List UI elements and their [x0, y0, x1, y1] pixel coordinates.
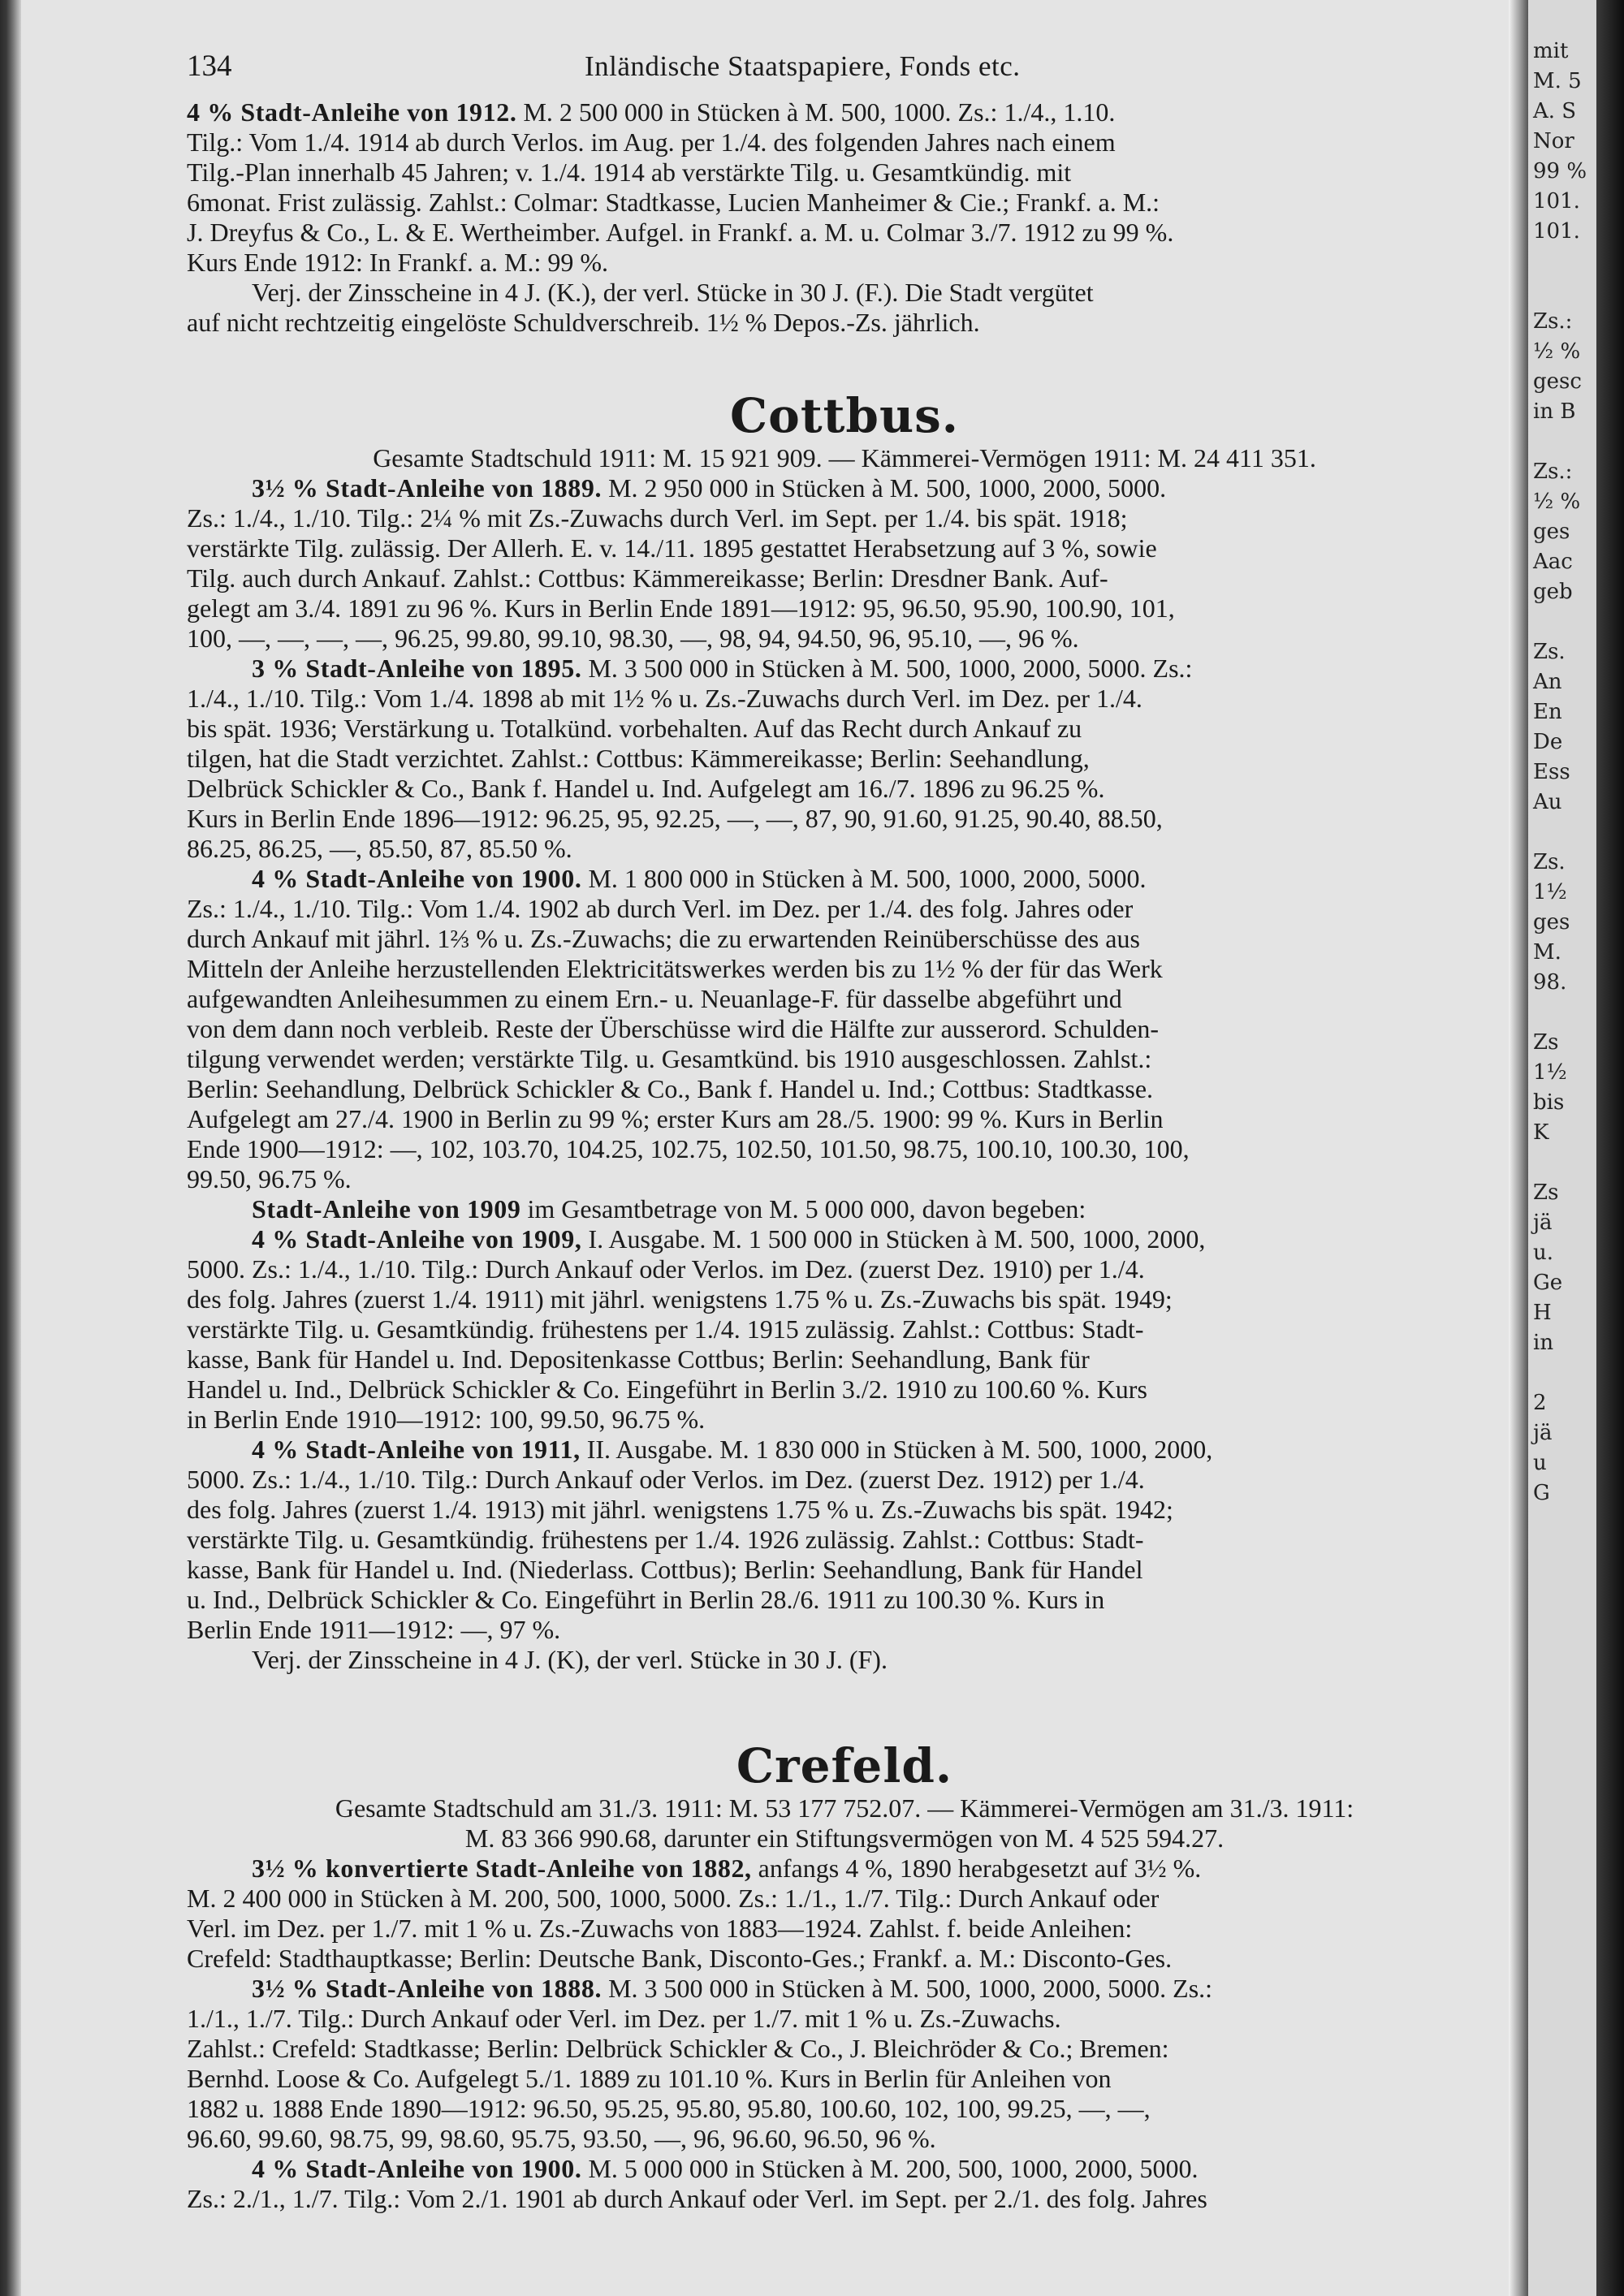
text-line — [187, 834, 1502, 864]
adjacent-text-fragment: jä — [1533, 1211, 1553, 1235]
text-line — [187, 1974, 1502, 2004]
adjacent-text-fragment: 101. — [1533, 189, 1580, 214]
line-text: Delbrück Schickler & Co., Bank f. Handel u. Ind. Aufgelegt am 16./7. 1896 zu 96.25 %. — [187, 774, 1105, 803]
text-line — [187, 714, 1502, 744]
line-text: Kurs in Berlin Ende 1896—1912: 96.25, 95, 92.25, —, —, 87, 90, 91.60, 91.25, 90.40, 88.50, — [187, 804, 1163, 833]
page-number: 134 — [187, 50, 232, 83]
text-line — [187, 1823, 1502, 1854]
text-line — [187, 1375, 1502, 1405]
loan-heading: Stadt-Anleihe von 1909 — [252, 1194, 521, 1224]
line-text: Berlin: Seehandlung, Delbrück Schickler & Co., Bank f. Handel u. Ind.; Cottbus: Stadtkasse. — [187, 1074, 1154, 1103]
text-line — [187, 97, 1502, 127]
line-text: im Gesamtbetrage von M. 5 000 000, davon begeben: — [520, 1194, 1086, 1224]
line-text: kasse, Bank für Handel u. Ind. Depositenkasse Cottbus; Berlin: Seehandlung, Bank für — [187, 1344, 1090, 1374]
line-text: des folg. Jahres (zuerst 1./4. 1913) mit jährl. wenigstens 1.75 % u. Zs.-Zuwachs bis spät. 1942; — [187, 1495, 1173, 1524]
line-text: 99.50, 96.75 %. — [187, 1164, 352, 1193]
adjacent-text-fragment: Zs — [1533, 1030, 1559, 1055]
line-text: durch Ankauf mit jährl. 1⅔ % u. Zs.-Zuwachs; die zu erwartenden Reinüberschüsse des aus — [187, 924, 1140, 953]
adjacent-text-fragment: ½ % — [1533, 339, 1581, 364]
adjacent-text-fragment: jä — [1533, 1421, 1553, 1445]
loan-heading: 4 % Stadt-Anleihe von 1900. — [252, 2154, 582, 2183]
adjacent-text-fragment: Zs.: — [1533, 309, 1573, 334]
line-text: Zahlst.: Crefeld: Stadtkasse; Berlin: Delbrück Schickler & Co., J. Bleichröder & Co.; Bremen: — [187, 2034, 1169, 2063]
adjacent-text-fragment: A. S — [1533, 99, 1577, 123]
line-text: 86.25, 86.25, —, 85.50, 87, 85.50 %. — [187, 834, 572, 863]
loan-heading: 3 % Stadt-Anleihe von 1895. — [252, 654, 582, 683]
line-text: 1882 u. 1888 Ende 1890—1912: 96.50, 95.25, 95.80, 95.80, 100.60, 102, 100, 99.25, —, —, — [187, 2094, 1151, 2123]
adjacent-text-fragment: An — [1533, 670, 1562, 694]
text-line — [187, 473, 1502, 503]
adjacent-text-fragment: geb — [1533, 580, 1573, 604]
text-line — [187, 1884, 1502, 1914]
line-text: verstärkte Tilg. zulässig. Der Allerh. E. v. 14./11. 1895 gestattet Herabsetzung auf 3 %, sowie — [187, 533, 1157, 563]
adjacent-text-fragment: Zs — [1533, 1180, 1559, 1205]
line-text: Verl. im Dez. per 1./7. mit 1 % u. Zs.-Zuwachs von 1883—1924. Zahlst. f. beide Anleihen: — [187, 1914, 1133, 1943]
text-line — [187, 1344, 1502, 1375]
text-line — [187, 1495, 1502, 1525]
text-line — [187, 1254, 1502, 1284]
line-text: 5000. Zs.: 1./4., 1./10. Tilg.: Durch Ankauf oder Verlos. im Dez. (zuerst Dez. 1910) per 1./4. — [187, 1254, 1145, 1284]
adjacent-text-fragment: ges — [1533, 910, 1570, 934]
line-text: Gesamte Stadtschuld 1911: M. 15 921 909. — Kämmerei-Vermögen 1911: M. 24 411 351. — [373, 443, 1316, 473]
loan-heading: 4 % Stadt-Anleihe von 1912. — [187, 97, 517, 127]
line-text: Zs.: 1./4., 1./10. Tilg.: 2¼ % mit Zs.-Zuwachs durch Verl. im Sept. per 1./4. bis spät. 1918; — [187, 503, 1128, 533]
text-line — [187, 593, 1502, 624]
line-text: auf nicht rechtzeitig eingelöste Schuldverschreib. 1½ % Depos.-Zs. jährlich. — [187, 308, 980, 337]
line-text: Bernhd. Loose & Co. Aufgelegt 5./1. 1889 zu 101.10 %. Kurs in Berlin für Anleihen von — [187, 2064, 1112, 2093]
line-text: 100, —, —, —, —, 96.25, 99.80, 99.10, 98.30, —, 98, 94, 94.50, 96, 95.10, —, 96 %. — [187, 624, 1079, 653]
text-line — [187, 864, 1502, 894]
adjacent-text-fragment: mit — [1533, 39, 1569, 63]
text-line — [187, 443, 1502, 473]
adjacent-text-fragment: ½ % — [1533, 490, 1581, 514]
adjacent-text-fragment: De — [1533, 730, 1563, 754]
text-line — [187, 1585, 1502, 1615]
line-text: M. 1 800 000 in Stücken à M. 500, 1000, 2000, 5000. — [581, 864, 1147, 893]
page-header — [187, 41, 1502, 97]
adjacent-text-fragment: Zs. — [1533, 640, 1566, 664]
adjacent-text-fragment: gesc — [1533, 369, 1582, 394]
line-text: 6monat. Frist zulässig. Zahlst.: Colmar: Stadtkasse, Lucien Manheimer & Cie.; Frankf. a. M.: — [187, 188, 1160, 217]
text-line — [187, 1914, 1502, 1944]
line-text: von dem dann noch verbleib. Reste der Überschüsse wird die Hälfte zur ausserord. Schulden- — [187, 1014, 1159, 1043]
text-line — [187, 804, 1502, 834]
text-line — [187, 1525, 1502, 1555]
text-line — [187, 158, 1502, 188]
line-text: in Berlin Ende 1910—1912: 100, 99.50, 96.75 %. — [187, 1405, 706, 1434]
line-text: J. Dreyfus & Co., L. & E. Wertheimber. Aufgel. in Frankf. a. M. u. Colmar 3./7. 1912 zu 99 %. — [187, 218, 1174, 247]
line-text: verstärkte Tilg. u. Gesamtkündig. frühestens per 1./4. 1915 zulässig. Zahlst.: Cottbus: Stadt- — [187, 1314, 1144, 1344]
adjacent-text-fragment: 99 % — [1533, 159, 1587, 183]
line-text: Berlin Ende 1911—1912: —, 97 %. — [187, 1615, 561, 1644]
adjacent-text-fragment: Zs.: — [1533, 460, 1573, 484]
text-line — [187, 2064, 1502, 2094]
text-line — [187, 1164, 1502, 1194]
adjacent-text-fragment: M. 5 — [1533, 69, 1582, 93]
adjacent-text-fragment: Zs. — [1533, 850, 1566, 874]
text-line — [187, 1044, 1502, 1074]
line-text: II. Ausgabe. M. 1 830 000 in Stücken à M. 500, 1000, 2000, — [580, 1435, 1213, 1464]
line-text: kasse, Bank für Handel u. Ind. (Niederlass. Cottbus); Berlin: Seehandlung, Bank für Handel — [187, 1555, 1143, 1584]
loan-heading: 3½ % Stadt-Anleihe von 1888. — [252, 1974, 603, 2003]
line-text: M. 2 500 000 in Stücken à M. 500, 1000. Zs.: 1./4., 1.10. — [516, 97, 1116, 127]
text-line — [187, 744, 1502, 774]
adjacent-text-fragment: 98. — [1533, 970, 1567, 995]
text-line — [187, 2034, 1502, 2064]
line-text: Crefeld: Stadthauptkasse; Berlin: Deutsche Bank, Disconto-Ges.; Frankf. a. M.: Disconto-Ges. — [187, 1944, 1173, 1973]
line-text: Verj. der Zinsscheine in 4 J. (K.), der verl. Stücke in 30 J. (F.). Die Stadt vergütet — [252, 278, 1094, 307]
line-text: Gesamte Stadtschuld am 31./3. 1911: M. 53 177 752.07. — Kämmerei-Vermögen am 31./3. 1911: — [335, 1793, 1354, 1823]
text-line — [187, 1465, 1502, 1495]
text-line — [187, 1224, 1502, 1254]
line-text: Tilg.-Plan innerhalb 45 Jahren; v. 1./4. 1914 ab verstärkte Tilg. u. Gesamtkündig. mit — [187, 158, 1072, 187]
line-text: u. Ind., Delbrück Schickler & Co. Eingeführt in Berlin 28./6. 1911 zu 100.30 %. Kurs in — [187, 1585, 1105, 1614]
adjacent-text-fragment: Au — [1533, 790, 1562, 814]
line-text: Mitteln der Anleihe herzustellenden Elektricitätswerkes werden bis zu 1½ % der für das Werk — [187, 954, 1163, 983]
text-line — [187, 1104, 1502, 1134]
adjacent-text-fragment: 1½ — [1533, 1060, 1567, 1085]
adjacent-text-fragment: ges — [1533, 520, 1570, 544]
text-line — [187, 1435, 1502, 1465]
text-line — [187, 654, 1502, 684]
text-line — [187, 624, 1502, 654]
line-text: verstärkte Tilg. u. Gesamtkündig. frühestens per 1./4. 1926 zulässig. Zahlst.: Cottbus: Stadt- — [187, 1525, 1144, 1554]
adjacent-text-fragment: G — [1533, 1481, 1550, 1505]
line-text: aufgewandten Anleihesummen zu einem Ern.- u. Neuanlage-F. für dasselbe abgeführt und — [187, 984, 1122, 1013]
adjacent-text-fragment: K — [1533, 1120, 1549, 1145]
line-text: M. 5 000 000 in Stücken à M. 200, 500, 1000, 2000, 5000. — [581, 2154, 1199, 2183]
text-line — [187, 188, 1502, 218]
adjacent-page-strip — [1509, 0, 1624, 2296]
adjacent-text-fragment: in — [1533, 1331, 1554, 1355]
text-line — [187, 278, 1502, 308]
line-text: M. 2 950 000 in Stücken à M. 500, 1000, 2000, 5000. — [602, 473, 1167, 503]
text-line — [187, 1944, 1502, 1974]
text-line — [187, 1555, 1502, 1585]
adjacent-text-fragment: 1½ — [1533, 880, 1567, 904]
text-line — [187, 533, 1502, 563]
adjacent-text-fragment: u — [1533, 1451, 1547, 1475]
line-text: tilgen, hat die Stadt verzichtet. Zahlst.: Cottbus: Kämmereikasse; Berlin: Seehandlung, — [187, 744, 1090, 773]
line-text: Verj. der Zinsscheine in 4 J. (K), der verl. Stücke in 30 J. (F). — [252, 1645, 888, 1674]
line-text: Aufgelegt am 27./4. 1900 in Berlin zu 99 %; erster Kurs am 28./5. 1900: 99 %. Kurs in Berlin — [187, 1104, 1164, 1133]
adjacent-text-fragment: En — [1533, 700, 1562, 724]
line-text: Zs.: 2./1., 1./7. Tilg.: Vom 2./1. 1901 ab durch Ankauf oder Verl. im Sept. per 2./1. des folg. Jahres — [187, 2184, 1207, 2213]
adjacent-text-fragment: Nor — [1533, 129, 1574, 153]
line-text: Ende 1900—1912: —, 102, 103.70, 104.25, 102.75, 102.50, 101.50, 98.75, 100.10, 100.30, 100, — [187, 1134, 1190, 1163]
line-text: bis spät. 1936; Verstärkung u. Totalkünd. vorbehalten. Auf das Recht durch Ankauf zu — [187, 714, 1082, 743]
line-text: I. Ausgabe. M. 1 500 000 in Stücken à M. 500, 1000, 2000, — [581, 1224, 1206, 1254]
page-fold — [1509, 0, 1528, 2296]
adjacent-text-fragment: Aac — [1533, 550, 1573, 574]
book-edge-shadow — [1596, 0, 1624, 2296]
line-text: 1./4., 1./10. Tilg.: Vom 1./4. 1898 ab mit 1½ % u. Zs.-Zuwachs durch Verl. im Dez. per 1./4. — [187, 684, 1142, 713]
running-head: Inländische Staatspapiere, Fonds etc. — [585, 50, 1021, 82]
loan-heading: 4 % Stadt-Anleihe von 1911, — [252, 1435, 581, 1464]
text-line — [187, 1284, 1502, 1314]
text-line — [187, 1014, 1502, 1044]
text-line — [187, 127, 1502, 158]
text-line — [187, 2124, 1502, 2154]
text-line — [187, 984, 1502, 1014]
line-text: tilgung verwendet werden; verstärkte Tilg. u. Gesamtkünd. bis 1910 ausgeschlossen. Zahlst.: — [187, 1044, 1152, 1073]
text-line — [187, 308, 1502, 338]
line-text: 1./1., 1./7. Tilg.: Durch Ankauf oder Verl. im Dez. per 1./7. mit 1 % u. Zs.-Zuwachs. — [187, 2004, 1061, 2033]
line-text: M. 2 400 000 in Stücken à M. 200, 500, 1000, 5000. Zs.: 1./1., 1./7. Tilg.: Durch Ankauf oder — [187, 1884, 1160, 1913]
line-text: Handel u. Ind., Delbrück Schickler & Co. Eingeführt in Berlin 3./2. 1910 zu 100.60 %. Kurs — [187, 1375, 1147, 1404]
text-line — [187, 684, 1502, 714]
city-heading-cottbus: Cottbus. — [730, 388, 959, 443]
text-line — [187, 774, 1502, 804]
text-line — [187, 2004, 1502, 2034]
adjacent-text-fragment: 2 — [1533, 1391, 1547, 1415]
text-line — [187, 1405, 1502, 1435]
text-line — [187, 954, 1502, 984]
text-line — [187, 503, 1502, 533]
colmar-loan-entry — [187, 97, 1502, 338]
line-text: des folg. Jahres (zuerst 1./4. 1911) mit jährl. wenigstens 1.75 % u. Zs.-Zuwachs bis spät. 1949; — [187, 1284, 1173, 1314]
loan-heading: 3½ % konvertierte Stadt-Anleihe von 1882, — [252, 1854, 752, 1883]
text-line — [187, 1314, 1502, 1344]
line-text: gelegt am 3./4. 1891 zu 96 %. Kurs in Berlin Ende 1891—1912: 95, 96.50, 95.90, 100.90, 101, — [187, 593, 1175, 623]
text-line — [187, 218, 1502, 248]
line-text: Tilg. auch durch Ankauf. Zahlst.: Cottbus: Kämmereikasse; Berlin: Dresdner Bank. Auf- — [187, 563, 1108, 593]
text-line — [187, 1194, 1502, 1224]
loan-heading: 3½ % Stadt-Anleihe von 1889. — [252, 473, 603, 503]
text-line — [187, 894, 1502, 924]
text-line — [187, 248, 1502, 278]
text-line — [187, 2154, 1502, 2184]
line-text: M. 83 366 990.68, darunter ein Stiftungsvermögen von M. 4 525 594.27. — [464, 1823, 1224, 1853]
loan-heading: 4 % Stadt-Anleihe von 1900. — [252, 864, 582, 893]
text-line — [187, 563, 1502, 593]
city-heading-crefeld: Crefeld. — [736, 1738, 953, 1793]
book-page — [187, 41, 1502, 2214]
line-text: Kurs Ende 1912: In Frankf. a. M.: 99 %. — [187, 248, 609, 277]
text-line — [187, 2184, 1502, 2214]
line-text: 96.60, 99.60, 98.75, 99, 98.60, 95.75, 93.50, —, 96, 96.60, 96.50, 96 %. — [187, 2124, 936, 2153]
adjacent-text-fragment: bis — [1533, 1090, 1565, 1115]
adjacent-text-fragment: in B — [1533, 399, 1576, 424]
line-text: M. 3 500 000 in Stücken à M. 500, 1000, 2000, 5000. Zs.: — [581, 654, 1193, 683]
adjacent-text-fragment: Ge — [1533, 1271, 1563, 1295]
line-text: Tilg.: Vom 1./4. 1914 ab durch Verlos. im Aug. per 1./4. des folgenden Jahres nach einem — [187, 127, 1116, 157]
crefeld-section — [187, 1793, 1502, 2214]
line-text: anfangs 4 %, 1890 herabgesetzt auf 3½ %. — [751, 1854, 1202, 1883]
text-line — [187, 2094, 1502, 2124]
text-line — [187, 1645, 1502, 1675]
text-line — [187, 1615, 1502, 1645]
book-binding-edge — [0, 0, 21, 2296]
text-line — [187, 1134, 1502, 1164]
adjacent-text-fragment: Ess — [1533, 760, 1570, 784]
cottbus-section — [187, 443, 1502, 1675]
adjacent-text-fragment: M. — [1533, 940, 1561, 965]
text-line — [187, 1074, 1502, 1104]
adjacent-text-fragment: u. — [1533, 1241, 1554, 1265]
loan-heading: 4 % Stadt-Anleihe von 1909, — [252, 1224, 582, 1254]
line-text: Zs.: 1./4., 1./10. Tilg.: Vom 1./4. 1902 ab durch Verl. im Dez. per 1./4. des folg. Jahres oder — [187, 894, 1134, 923]
line-text: 5000. Zs.: 1./4., 1./10. Tilg.: Durch Ankauf oder Verlos. im Dez. (zuerst Dez. 1912) per 1./4. — [187, 1465, 1145, 1494]
line-text: M. 3 500 000 in Stücken à M. 500, 1000, 2000, 5000. Zs.: — [602, 1974, 1213, 2003]
adjacent-text-fragment: 101. — [1533, 219, 1580, 244]
text-line — [187, 924, 1502, 954]
text-line — [187, 1793, 1502, 1823]
text-line — [187, 1854, 1502, 1884]
adjacent-text-fragment: H — [1533, 1301, 1552, 1325]
